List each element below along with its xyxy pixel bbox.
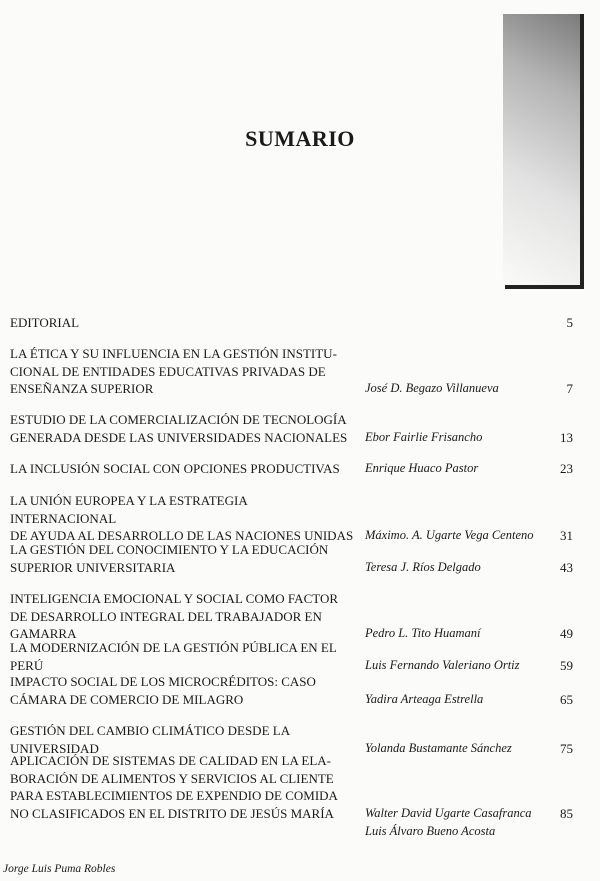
corner-rule-horizontal — [505, 285, 584, 289]
toc-entry-title: EDITORIAL — [10, 315, 80, 330]
toc-coauthor: Luis Álvaro Bueno Acosta — [365, 824, 496, 838]
toc-entry — [10, 590, 585, 643]
footer-credit: Jorge Luis Puma Robles — [3, 863, 116, 875]
toc-entry-title: LA ÉTICA Y SU INFLUENCIA EN LA GESTIÓN INSTITU- CIONAL DE ENTIDADES EDUCATIVAS PRIVADAS DE ENSEÑANZA SUPERIOR — [10, 346, 337, 396]
toc-entry-title: GESTIÓN DEL CAMBIO CLIMÁTICO DESDE LA UNIVERSIDAD — [10, 723, 290, 756]
toc-entry-author: Pedro L. Tito Huamaní — [365, 626, 481, 640]
toc-entry-title: LA INCLUSIÓN SOCIAL CON OPCIONES PRODUCTIVAS — [10, 461, 340, 476]
toc-entry-page: 59 — [560, 657, 573, 673]
toc-entry-title: LA UNIÓN EUROPEA Y LA ESTRATEGIA INTERNACIONAL DE AYUDA AL DESARROLLO DE LAS NACIONES UNIDAS — [10, 493, 354, 543]
toc-entry-author: Máximo. A. Ugarte Vega Centeno — [365, 528, 534, 542]
toc-entry-page: 5 — [566, 315, 573, 330]
toc-entry-author: Yadira Arteaga Estrella — [365, 691, 484, 706]
toc-entry-page: 31 — [560, 528, 573, 543]
toc-entry — [10, 345, 585, 398]
toc-entry-author: Walter David Ugarte Casafranca — [365, 805, 532, 820]
toc-entry — [10, 460, 585, 478]
toc-entry — [10, 411, 585, 446]
toc-entry-page: 7 — [566, 381, 573, 396]
toc-entry-page: 85 — [560, 805, 573, 821]
toc-entry — [10, 314, 585, 332]
toc-entry-author: Ebor Fairlie Frisancho — [365, 429, 483, 444]
toc-entry-page: 13 — [560, 429, 573, 445]
toc-entry-author: Enrique Huaco Pastor — [365, 461, 479, 475]
toc-entry-page: 65 — [560, 691, 573, 707]
toc-entry — [10, 752, 585, 822]
toc-entry-author: Teresa J. Ríos Delgado — [365, 559, 481, 574]
toc-entry-author: Yolanda Bustamante Sánchez — [365, 740, 512, 755]
toc-entry-page: 23 — [560, 461, 573, 476]
toc-entry-page: 49 — [560, 626, 573, 641]
toc-entry-author: Luis Fernando Valeriano Ortiz — [365, 657, 520, 672]
toc-entry-page: 43 — [560, 559, 573, 575]
toc-entry-title: APLICACIÓN DE SISTEMAS DE CALIDAD EN LA ELA- BORACIÓN DE ALIMENTOS Y SERVICIOS AL CLIENTE PARA ESTABLECIMIENTOS DE EXPENDIO DE COMIDA NO CLASIFICADOS EN EL DISTRITO DE JESÚS MARÍA — [10, 753, 338, 821]
toc-entry-title: LA MODERNIZACIÓN DE LA GESTIÓN PÚBLICA EN EL PERÚ — [10, 640, 337, 673]
toc-entry — [10, 673, 585, 708]
toc-entry-title: INTELIGENCIA EMOCIONAL Y SOCIAL COMO FACTOR DE DESARROLLO INTEGRAL DEL TRABAJADOR EN GAMARRA — [10, 591, 339, 641]
toc-entry-title: LA GESTIÓN DEL CONOCIMIENTO Y LA EDUCACIÓN SUPERIOR UNIVERSITARIA — [10, 542, 329, 575]
toc-entry-title: ESTUDIO DE LA COMERCIALIZACIÓN DE TECNOLOGÍA GENERADA DESDE LAS UNIVERSIDADES NACIONALES — [10, 412, 348, 445]
toc-entry — [10, 639, 585, 674]
toc-entry — [10, 541, 585, 576]
page-title: SUMARIO — [245, 126, 355, 151]
toc-entry-title: IMPACTO SOCIAL DE LOS MICROCRÉDITOS: CASO CÁMARA DE COMERCIO DE MILAGRO — [10, 674, 316, 707]
toc-entry-author: José D. Begazo Villanueva — [365, 381, 499, 395]
toc-entry — [10, 492, 585, 545]
toc-entry-page: 75 — [560, 740, 573, 756]
